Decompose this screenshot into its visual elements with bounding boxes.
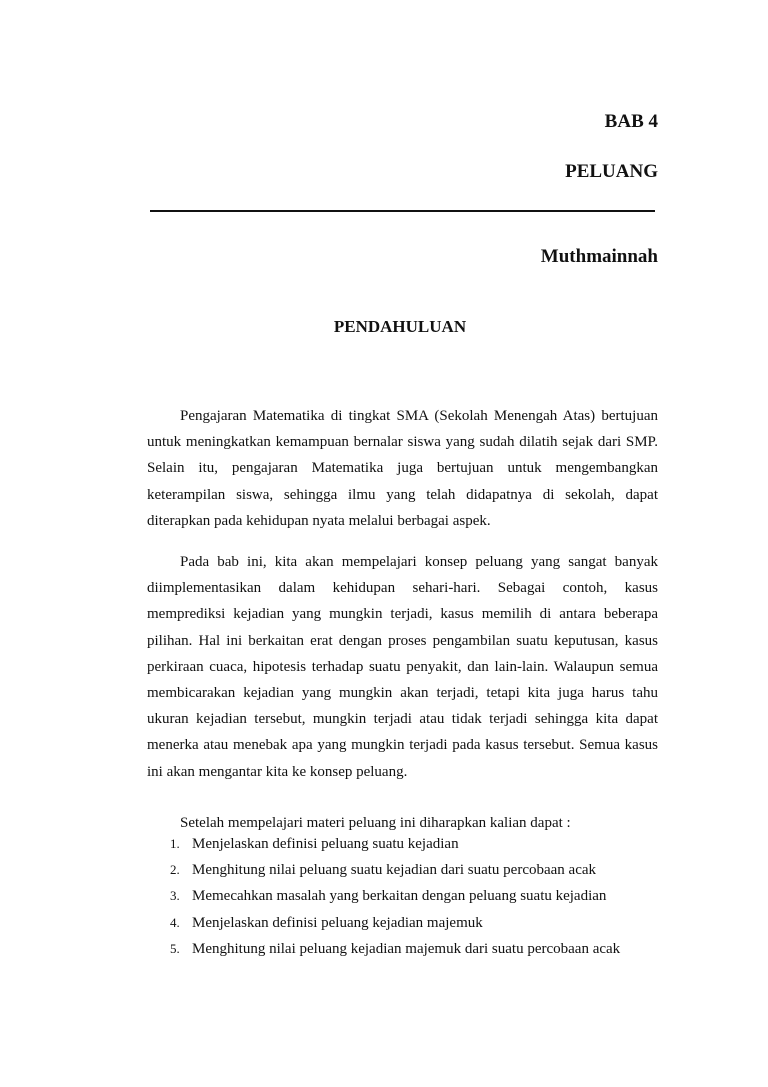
list-item-number: 4. (170, 914, 180, 930)
list-item-text: Menghitung nilai peluang kejadian majemuk dari suatu percobaan acak (192, 940, 621, 957)
section-heading: PENDAHULUAN (333, 317, 467, 336)
chapter-title: PELUANG (565, 161, 658, 182)
list-item-text: Menjelaskan definisi peluang kejadian majemuk (192, 914, 483, 931)
title-divider (150, 210, 655, 212)
paragraph-intro: Pengajaran Matematika di tingkat SMA (Sekolah Menengah Atas) bertujuan untuk meningkatkan kemampuan bernalar siswa yang sudah dilatih sejak dari SMP. Selain itu, pengajaran Matematika juga bertujuan untuk mengembangkan keterampilan siswa, sehingga ilmu yang telah didapatnya di sekolah, dapat diterapkan pada kehidupan nyata melalui berbagai aspek. (147, 408, 658, 529)
list-item-text: Menghitung nilai peluang suatu kejadian dari suatu percobaan acak (192, 862, 597, 879)
list-item-number: 5. (170, 940, 180, 956)
list-item (170, 883, 620, 909)
list-item (170, 910, 620, 936)
chapter-number: BAB 4 (604, 111, 658, 132)
author-name: Muthmainnah (540, 246, 658, 267)
list-item (170, 831, 620, 857)
list-item-number: 3. (170, 888, 180, 904)
list-item-text: Memecahkan masalah yang berkaitan dengan peluang suatu kejadian (192, 888, 607, 905)
list-item-number: 1. (170, 836, 180, 851)
list-item-number: 2. (170, 862, 180, 878)
list-item-text: Menjelaskan definisi peluang suatu kejadian (192, 836, 459, 852)
list-item (170, 857, 620, 883)
list-item (170, 936, 620, 962)
paragraph-objectives-lead: Setelah mempelajari materi peluang ini diharapkan kalian dapat : (180, 815, 571, 831)
objectives-list (170, 831, 620, 962)
paragraph-chapter-overview: Pada bab ini, kita akan mempelajari konsep peluang yang sangat banyak diimplementasikan dalam kehidupan sehari-hari. Sebagai contoh, kasus memprediksi kejadian yang mungkin terjadi, kasus memilih di antara beberapa pilihan. Hal ini berkaitan erat dengan proses pengambilan suatu keputusan, kasus perkiraan cuaca, hipotesis terhadap suatu penyakit, dan lain-lain. Walaupun semua membicarakan kejadian yang mungkin akan terjadi, tetapi kita juga harus tahu ukuran kejadian tersebut, mungkin terjadi atau tidak terjadi sehingga kita dapat menerka atau menebak apa yang mungkin terjadi pada kasus tersebut. Semua kasus ini akan mengantar kita ke konsep peluang. (147, 554, 658, 780)
